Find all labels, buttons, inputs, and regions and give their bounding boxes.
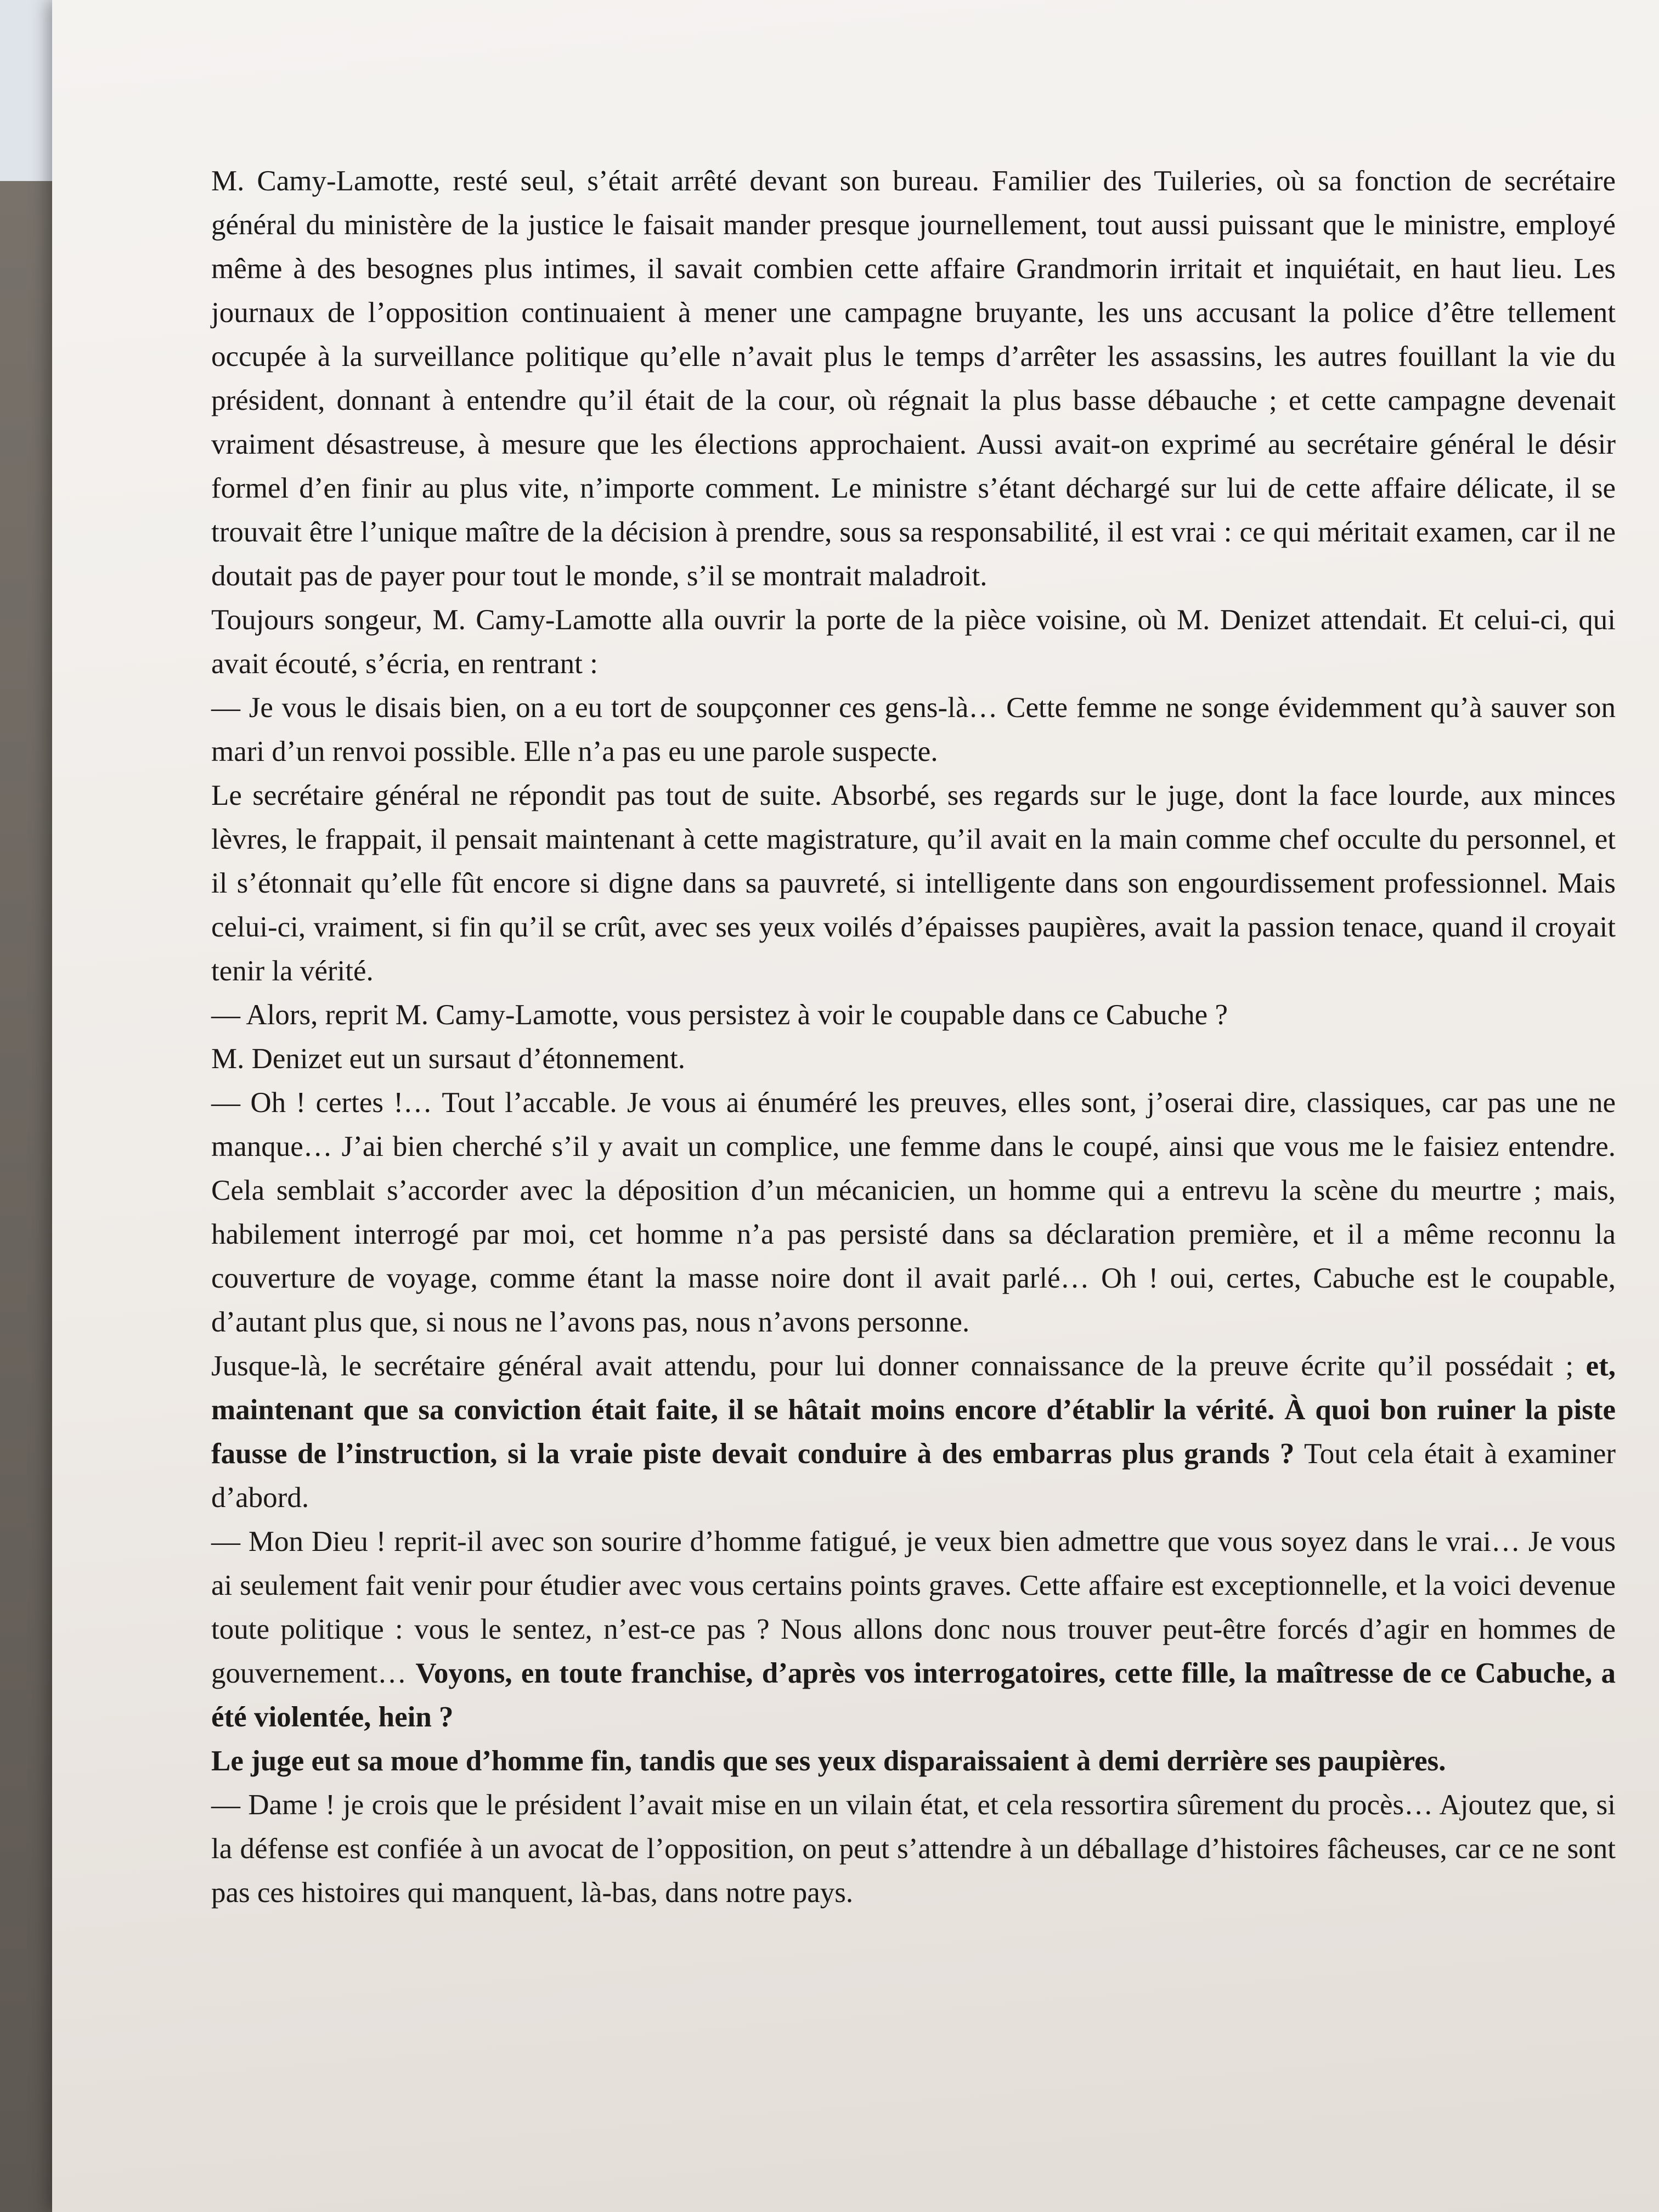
- paragraph: [211, 686, 1616, 774]
- page-text: [211, 159, 1616, 1915]
- paragraph: [211, 1520, 1616, 1739]
- text-run: — Dame ! je crois que le président l’avait mise en un vilain état, et cela ressortira sûrement du procès… Ajoutez que, si la défense est confiée à un avocat de l’opposition, on peut s’attendre à un déballage d’histoires fâcheuses, car ce ne sont pas ces histoires qui manquent, là-bas, dans notre pays.: [211, 1789, 1616, 1909]
- text-run: M. Camy-Lamotte, resté seul, s’était arrêté devant son bureau. Familier des Tuileries, où sa fonction de secrétaire général du ministère de la justice le faisait mander presque journellement, tout aussi puissant que le ministre, employé même à des besognes plus intimes, il savait combien cette affaire Grandmorin irritait et inquiétait, en haut lieu. Les journaux de l’opposition continuaient à mener une campagne bruyante, les uns accusant la police d’être tellement occupée à la surveillance politique qu’elle n’avait plus le temps d’arrêter les assassins, les autres fouillant la vie du président, donnant à entendre qu’il était de la cour, où régnait la plus basse débauche ; et cette campagne devenait vraiment désastreuse, à mesure que les élections approchaient. Aussi avait-on exprimé au secrétaire général le désir formel d’en finir au plus vite, n’importe comment. Le ministre s’étant déchargé sur lui de cette affaire délicate, il se trouvait être l’unique maître de la décision à prendre, sous sa responsabilité, il est vrai : ce qui méritait examen, car il ne doutait pas de payer pour tout le monde, s’il se montrait maladroit.: [211, 165, 1616, 592]
- text-run: — Alors, reprit M. Camy-Lamotte, vous persistez à voir le coupable dans ce Cabuche ?: [211, 999, 1228, 1031]
- paragraph: [211, 1344, 1616, 1520]
- text-run: — Oh ! certes !… Tout l’accable. Je vous ai énuméré les preuves, elles sont, j’oserai dire, classiques, car pas une ne manque… J’ai bien cherché s’il y avait un complice, une femme dans le coupé, ainsi que vous me le faisiez entendre. Cela semblait s’accorder avec la déposition d’un mécanicien, un homme qui a entrevu la scène du meurtre ; mais, habilement interrogé par moi, cet homme n’a pas persisté dans sa déclaration première, et il a même reconnu la couverture de voyage, comme étant la masse noire dont il avait parlé… Oh ! oui, certes, Cabuche est le coupable, d’autant plus que, si nous ne l’avons pas, nous n’avons personne.: [211, 1087, 1616, 1338]
- paragraph: [211, 1037, 1616, 1081]
- text-run: — Mon Dieu ! reprit-il avec son sourire d’homme fatigué, je veux bien admettre que vous soyez dans le vrai… Je vous ai seulement fait venir pour étudier avec vous certains points graves. Cette affaire est exceptionnelle, et la voici devenue toute politique : vous le sentez, n’est-ce pas ? Nous allons donc nous trouver peut-être forcés d’agir en hommes de gouvernement…: [211, 1526, 1616, 1689]
- text-run: M. Denizet eut un sursaut d’étonnement.: [211, 1043, 685, 1075]
- paragraph: [211, 1783, 1616, 1915]
- text-run: Le secrétaire général ne répondit pas tout de suite. Absorbé, ses regards sur le juge, dont la face lourde, aux minces lèvres, le frappait, il pensait maintenant à cette magistrature, qu’il avait en la main comme chef occulte du personnel, et il s’étonnait qu’elle fût encore si digne dans sa pauvreté, si intelligente dans son engourdissement professionnel. Mais celui-ci, vraiment, si fin qu’il se crût, avec ses yeux voilés d’épaisses paupières, avait la passion tenace, quand il croyait tenir la vérité.: [211, 780, 1616, 987]
- paragraph: [211, 159, 1616, 598]
- paragraph: [211, 993, 1616, 1037]
- text-run: Tout cela était à examiner d’abord.: [211, 1438, 1616, 1514]
- bold-text-run: Le juge eut sa moue d’homme fin, tandis que ses yeux disparaissaient à demi derrière ses paupières.: [211, 1745, 1446, 1777]
- paragraph: [211, 1081, 1616, 1344]
- bold-text-run: Voyons, en toute franchise, d’après vos interrogatoires, cette fille, la maîtresse de ce Cabuche, a été violentée, hein ?: [211, 1657, 1616, 1733]
- text-run: Jusque-là, le secrétaire général avait attendu, pour lui donner connaissance de la preuve écrite qu’il possédait ;: [211, 1350, 1586, 1382]
- paragraph: [211, 1739, 1616, 1783]
- bold-text-run: et, maintenant que sa conviction était faite, il se hâtait moins encore d’établir la vérité. À quoi bon ruiner la piste fausse de l’instruction, si la vraie piste devait conduire à des embarras plus grands ?: [211, 1350, 1616, 1470]
- printed-page: [52, 0, 1659, 2212]
- paragraph: [211, 774, 1616, 993]
- text-run: Toujours songeur, M. Camy-Lamotte alla ouvrir la porte de la pièce voisine, où M. Denizet attendait. Et celui-ci, qui avait écouté, s’écria, en rentrant :: [211, 604, 1616, 680]
- paragraph: [211, 598, 1616, 686]
- text-run: — Je vous le disais bien, on a eu tort de soupçonner ces gens-là… Cette femme ne songe évidemment qu’à sauver son mari d’un renvoi possible. Elle n’a pas eu une parole suspecte.: [211, 692, 1616, 768]
